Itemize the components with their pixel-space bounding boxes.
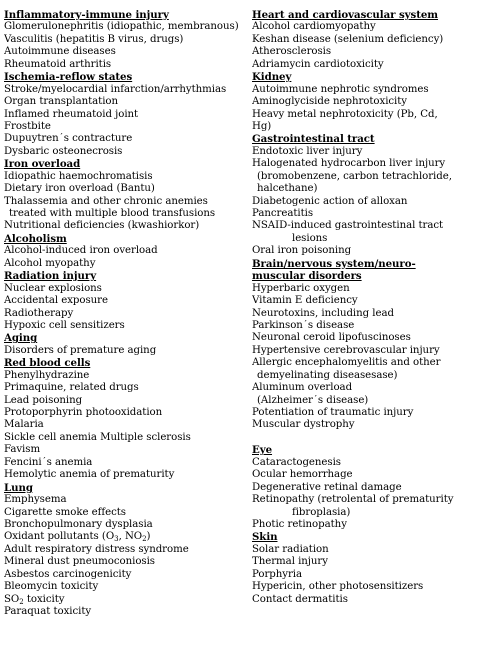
- section-heading-lung: Lung: [4, 481, 33, 494]
- list-item: Rheumatoid arthritis: [4, 58, 112, 70]
- list-item: Emphysema: [4, 494, 67, 506]
- list-item: Dupuytren´s contracture: [4, 133, 133, 145]
- list-item: Cataractogenesis: [252, 456, 341, 468]
- list-item: Paraquat toxicity: [4, 606, 92, 617]
- list-item: halcethane): [257, 183, 318, 195]
- list-item: lesions: [292, 232, 328, 244]
- list-item: Pancreatitis: [252, 208, 314, 219]
- section-heading-alcoholism: Alcoholism: [4, 232, 67, 245]
- list-item: Thermal injury: [252, 556, 328, 568]
- list-item: Solar radiation: [252, 543, 329, 555]
- list-item: Oxidant pollutants ($O_3$, $NO_2$): [4, 531, 151, 544]
- list-item: Aminoglyciside nephrotoxicity: [252, 96, 408, 108]
- section-heading-skin: Skin: [252, 531, 278, 544]
- list-item: Hemolytic anemia of prematurity: [4, 469, 175, 481]
- list-item: Nutritional deficiencies (kwashiorkor): [4, 220, 200, 232]
- list-item: Vasculitis (hepatitis B virus, drugs): [4, 33, 184, 45]
- list-item: Mineral dust pneumoconiosis: [4, 556, 155, 568]
- list-item: Dietary iron overload (Bantu): [4, 183, 155, 195]
- list-item: Contact dermatitis: [252, 593, 348, 605]
- list-item: Organ transplantation: [4, 96, 119, 108]
- list-item: Hg): [252, 120, 272, 132]
- list-item: Lead poisoning: [4, 394, 83, 406]
- list-item: Heavy metal nephrotoxicity (Pb, Cd,: [252, 108, 438, 120]
- list-item: Radiotherapy: [4, 307, 74, 319]
- list-item: Porphyria: [252, 568, 303, 580]
- list-item: Disorders of premature aging: [4, 344, 157, 356]
- list-item: Sickle cell anemia Multiple sclerosis: [4, 431, 191, 443]
- list-item: Keshan disease (selenium deficiency): [252, 33, 444, 45]
- section-heading-muscular-disorders: muscular disorders: [252, 270, 362, 283]
- list-item: Hypoxic cell sensitizers: [4, 319, 125, 331]
- list-item: Glomerulonephritis (idiopathic, membranous): [4, 21, 239, 33]
- list-item: Atherosclerosis: [252, 46, 332, 58]
- right-column: [252, 9, 498, 606]
- list-item: Hyperbaric oxygen: [252, 282, 350, 294]
- list-item: Primaquine, related drugs: [4, 382, 139, 394]
- list-item: Oral iron poisoning: [252, 245, 352, 257]
- section-heading-brain-nervous-system-neuro: Brain/nervous system/neuro-: [252, 257, 416, 270]
- section-heading-red-blood-cells: Red blood cells: [4, 357, 91, 370]
- list-item: Stroke/myelocardial infarction/arrhythmias: [4, 83, 227, 95]
- list-item: Autoimmune nephrotic syndromes: [252, 83, 429, 95]
- section-heading-eye: Eye: [252, 444, 273, 457]
- list-item: Asbestos carcinogenicity: [4, 568, 132, 580]
- list-item: Malaria: [4, 419, 44, 431]
- list-item: Idiopathic haemochromatisis: [4, 170, 153, 182]
- section-heading-kidney: Kidney: [252, 71, 292, 84]
- list-item: Bleomycin toxicity: [4, 581, 99, 593]
- list-item: Endotoxic liver injury: [252, 145, 363, 157]
- list-item: Parkinson´s disease: [252, 319, 355, 331]
- list-item: $SO_2$ toxicity: [4, 593, 65, 606]
- list-item: treated with multiple blood transfusions: [9, 208, 216, 219]
- list-item: Halogenated hydrocarbon liver injury: [252, 158, 446, 170]
- section-heading-iron-overload: Iron overload: [4, 158, 81, 171]
- list-item: Adult respiratory distress syndrome: [4, 543, 189, 555]
- section-heading-inflammatory-immune-injury: Inflammatory-immune injury: [4, 9, 169, 21]
- list-item: Neuronal ceroid lipofuscinoses: [252, 332, 411, 344]
- list-item: Autoimmune diseases: [4, 46, 116, 58]
- list-item: Neurotoxins, including lead: [252, 307, 394, 319]
- list-item: Favism: [4, 444, 41, 456]
- list-item: Alcohol cardiomyopathy: [252, 21, 376, 33]
- list-item: Nuclear explosions: [4, 282, 102, 294]
- list-item: Allergic encephalomyelitis and other: [252, 357, 441, 369]
- list-item: Cigarette smoke effects: [4, 506, 126, 518]
- list-item: NSAID-induced gastrointestinal tract: [252, 220, 444, 232]
- list-item: fibroplasia): [292, 506, 351, 518]
- list-item: Aluminum overload: [252, 382, 353, 394]
- list-item: Hypertensive cerebrovascular injury: [252, 344, 440, 356]
- section-heading-ischemia-reflow-states: Ischemia-reflow states: [4, 71, 133, 84]
- list-item: Frostbite: [4, 120, 51, 132]
- list-item: (bromobenzene, carbon tetrachloride,: [257, 170, 452, 182]
- section-heading-gastrointestinal-tract: Gastrointestinal tract: [252, 133, 375, 146]
- section-heading-radiation-injury: Radiation injury: [4, 270, 97, 283]
- list-item: Phenylhydrazine: [4, 369, 90, 381]
- list-item: Hypericin, other photosensitizers: [252, 581, 424, 593]
- list-item: Accidental exposure: [4, 295, 108, 307]
- section-heading-aging: Aging: [4, 332, 38, 345]
- left-column: [4, 9, 242, 618]
- list-item: Protoporphyrin photooxidation: [4, 407, 163, 418]
- list-item: Fencini´s anemia: [4, 456, 93, 468]
- list-item: demyelinating diseasesase): [257, 369, 398, 381]
- list-item: Dysbaric osteonecrosis: [4, 145, 123, 157]
- list-item: Bronchopulmonary dysplasia: [4, 518, 153, 530]
- section-heading-heart-and-cardiovascular-system: Heart and cardiovascular system: [252, 9, 439, 21]
- list-item: Degenerative retinal damage: [252, 481, 402, 493]
- list-item: Alcohol-induced iron overload: [4, 245, 158, 257]
- list-item: Ocular hemorrhage: [252, 469, 353, 481]
- list-item: (Alzheimer´s disease): [257, 394, 369, 406]
- list-item: Muscular dystrophy: [252, 419, 355, 431]
- list-item: Diabetogenic action of alloxan: [252, 195, 408, 207]
- list-item: Photic retinopathy: [252, 518, 347, 530]
- list-item: Retinopathy (retrolental of prematurity: [252, 494, 454, 506]
- list-item: Inflamed rheumatoid joint: [4, 108, 139, 120]
- list-item: Alcohol myopathy: [4, 257, 96, 269]
- blank-line: [252, 432, 498, 444]
- list-item: Thalassemia and other chronic anemies: [4, 195, 208, 207]
- list-item: Adriamycin cardiotoxicity: [252, 58, 384, 70]
- list-item: Vitamin E deficiency: [252, 295, 358, 307]
- list-item: Potentiation of traumatic injury: [252, 407, 414, 418]
